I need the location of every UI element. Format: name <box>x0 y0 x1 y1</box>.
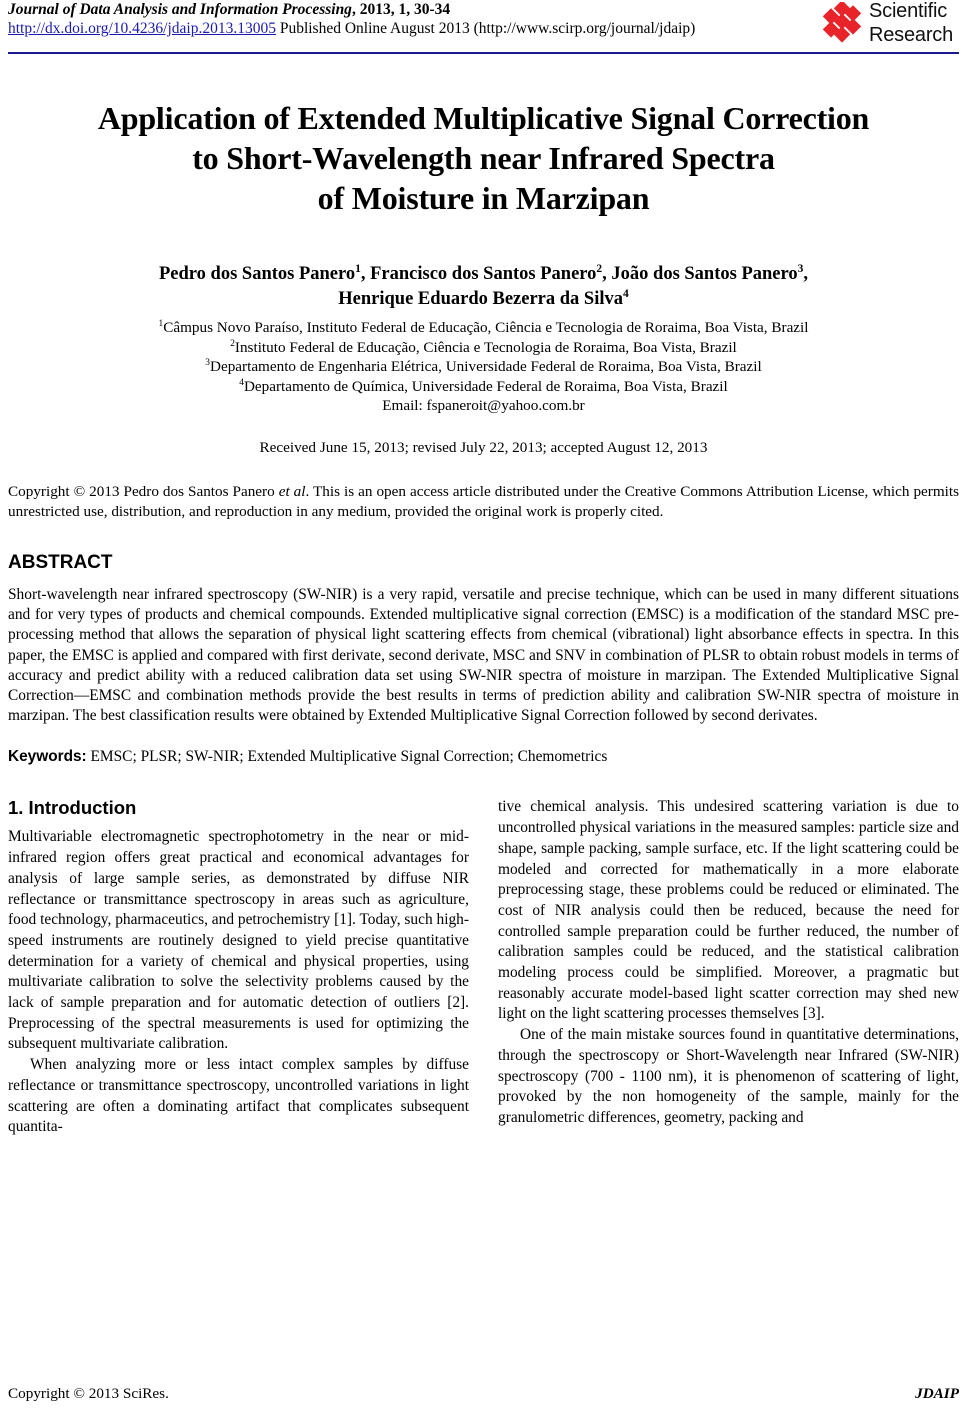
affiliation-item <box>8 357 959 377</box>
header-divider-rule <box>8 52 959 54</box>
copyright-note-part2: . This is an open access article distributed under the Creative Commons Attribution License, which permits unrestricted use, distribution, and reproduction in any medium, provided the original work is properly cited. <box>8 483 960 520</box>
affiliation-text-3: Departamento de Engenharia Elétrica, Universidade Federal de Roraima, Boa Vista, Brazil <box>210 358 762 375</box>
scientific-research-logo <box>819 0 959 48</box>
author-list <box>38 262 929 312</box>
author-line-2 <box>38 287 929 312</box>
affiliation-item <box>8 338 959 358</box>
intro-paragraph-2-continued: tive chemical analysis. This undesired scattering variation is due to uncontrolled physical variations in the measured samples: particle size and shape, sample packing, sample surface, etc. If the light scattering could be modeled and corrected for mathematically in a more elaborate preprocessing stage, these problems could be reduced or eliminated. The cost of NIR analysis could then be reduced, because the need for controlled sample preparation could be further reduced, the number of calibration samples could be reduced, and the statistical calibration modeling process could be simplified. Moreover, a pragmatic but reasonably accurate model-based light scatter correction may shed new light on the light scattering processes themselves [3]. <box>498 798 959 1023</box>
logo-wordmark <box>869 0 953 47</box>
affiliation-marker-4: 4 <box>239 377 244 388</box>
author-pedro-affil-marker: 1 <box>355 262 361 275</box>
affiliation-text-1: Câmpus Novo Paraíso, Instituto Federal de Educação, Ciência e Tecnologia de Roraima, Boa Vista, Brazil <box>163 319 809 336</box>
doi-link[interactable]: http://dx.doi.org/10.4236/jdaip.2013.13005 <box>8 20 276 37</box>
copyright-note-part1: Copyright © 2013 Pedro dos Santos Panero <box>8 483 279 500</box>
contact-email[interactable]: Email: fspaneroit@yahoo.com.br <box>382 397 585 414</box>
journal-volume-pages: , 2013, 1, 30-34 <box>351 1 451 18</box>
keywords-label: Keywords: <box>8 748 87 766</box>
author-line-1 <box>38 262 929 287</box>
affiliation-marker-1: 1 <box>158 318 164 329</box>
affiliation-text-2: Instituto Federal de Educação, Ciência e Tecnologia de Roraima, Boa Vista, Brazil <box>234 338 737 356</box>
abstract-text: Short-wavelength near infrared spectroscopy (SW-NIR) is a very rapid, versatile and precise technique, which can be used in many different situations and for very types of products and chemical compounds. Extended multiplicative signal correction (EMSC) is a modification of the standard MSC pre-processing method that allows the separation of physical light scattering effects from chemical (vibrational) light absorbance effects in spectra. In this paper, the EMSC is applied and compared with first derivate, second derivate, MSC and SNV in combination of PLSR to obtain robust models in terms of accuracy and predict ability with a reduced calibration data set using SW-NIR spectra of moisture in marzipan. The Extended Multiplicative Signal Correction—EMSC and combination methods provide the best results in terms of prediction ability and calibration SW-NIR spectra of moisture in marzipan. The best classification results were obtained by Extended Multiplicative Signal Correction followed by second derivates. <box>8 586 959 725</box>
diamond-grid-icon <box>819 2 865 46</box>
body-columns <box>8 797 959 1138</box>
affiliation-marker-3: 3 <box>205 357 210 368</box>
affiliation-text-4: Departamento de Química, Universidade Federal de Roraima, Boa Vista, Brazil <box>243 377 728 395</box>
header-text-block <box>8 0 848 39</box>
page-header <box>8 0 959 50</box>
author-pedro: Pedro dos Santos Panero <box>158 264 356 284</box>
logo-line-scientific: Scientific <box>869 0 948 22</box>
journal-title: Journal of Data Analysis and Information Processing <box>8 1 352 18</box>
affiliation-list <box>8 318 959 416</box>
section-heading-introduction <box>8 797 469 819</box>
section-number: 1. <box>8 797 24 819</box>
abstract-heading: ABSTRACT <box>8 552 113 573</box>
journal-citation-line <box>8 0 848 19</box>
paper-title <box>48 98 919 218</box>
intro-paragraph-2: When analyzing more or less intact complex samples by diffuse reflectance or transmittance spectroscopy, uncontrolled variations in light scattering are often a dominating artifact that complicates subsequent quantita- <box>8 1056 469 1136</box>
submission-dates: Received June 15, 2013; revised July 22, 2013; accepted August 12, 2013 <box>259 439 708 456</box>
author-henrique: Henrique Eduardo Bezerra da Silva <box>338 289 623 309</box>
copyright-note-etal: et al <box>278 483 306 500</box>
publication-info: Published Online August 2013 (http://www.scirp.org/journal/jdaip) <box>275 20 696 37</box>
keywords-values: EMSC; PLSR; SW-NIR; Extended Multiplicative Signal Correction; Chemometrics <box>86 748 608 766</box>
keywords-line <box>8 747 959 767</box>
author-joao: , João dos Santos Panero <box>602 264 798 284</box>
affiliation-item <box>8 318 959 338</box>
left-column <box>8 797 469 1138</box>
title-line-2: to Short-Wavelength near Infrared Spectra <box>192 140 775 176</box>
logo-line-research: Research <box>869 24 953 46</box>
author-joao-affil-marker: 3 <box>797 262 804 275</box>
intro-paragraph-3: One of the main mistake sources found in quantitative determinations, through the spectroscopy or Short-Wavelength near Infrared (SW-NIR) spectroscopy (700 - 1100 nm), it is phenomenon of scattering of light, provoked by the non homogeneity of the sample, mainly for the granulometric differences, geometry, packing and <box>498 1026 959 1126</box>
intro-paragraph-1: Multivariable electromagnetic spectrophotometry in the near or mid-infrared region offers great practical and economical advantages for analysis of large sample series, as demonstrated by diffuse NIR reflectance or transmittance spectroscopy in areas such as agriculture, food technology, pharmaceutics, and petrochemistry [1]. Today, such high-speed instruments are routinely designed to yield precise quantitative determination for a variety of chemical and physical properties, using multivariate calibration to solve the selectivity problems caused by the lack of sample preparation and for automatic detection of outliers [2]. Preprocessing of the spectral measurements is used for optimizing the subsequent multivariate calibration. <box>8 828 469 1053</box>
author-francisco-affil-marker: 2 <box>596 262 603 275</box>
author-line1-trailing-comma: , <box>803 264 808 284</box>
author-francisco: , Francisco dos Santos Panero <box>360 264 597 284</box>
copyright-license-note <box>8 482 959 522</box>
footer-journal-abbrev: JDAIP <box>915 1385 959 1402</box>
right-column <box>498 797 959 1138</box>
title-line-1: Application of Extended Multiplicative Signal Correction <box>97 100 870 136</box>
section-title: Introduction <box>28 797 137 819</box>
affiliation-marker-2: 2 <box>230 338 235 349</box>
author-henrique-affil-marker: 4 <box>622 287 629 300</box>
doi-publication-line <box>8 19 848 39</box>
footer-copyright: Copyright © 2013 SciRes. <box>8 1385 169 1402</box>
title-line-3: of Moisture in Marzipan <box>317 180 650 216</box>
page-footer <box>8 1385 959 1403</box>
affiliation-item <box>8 377 959 397</box>
